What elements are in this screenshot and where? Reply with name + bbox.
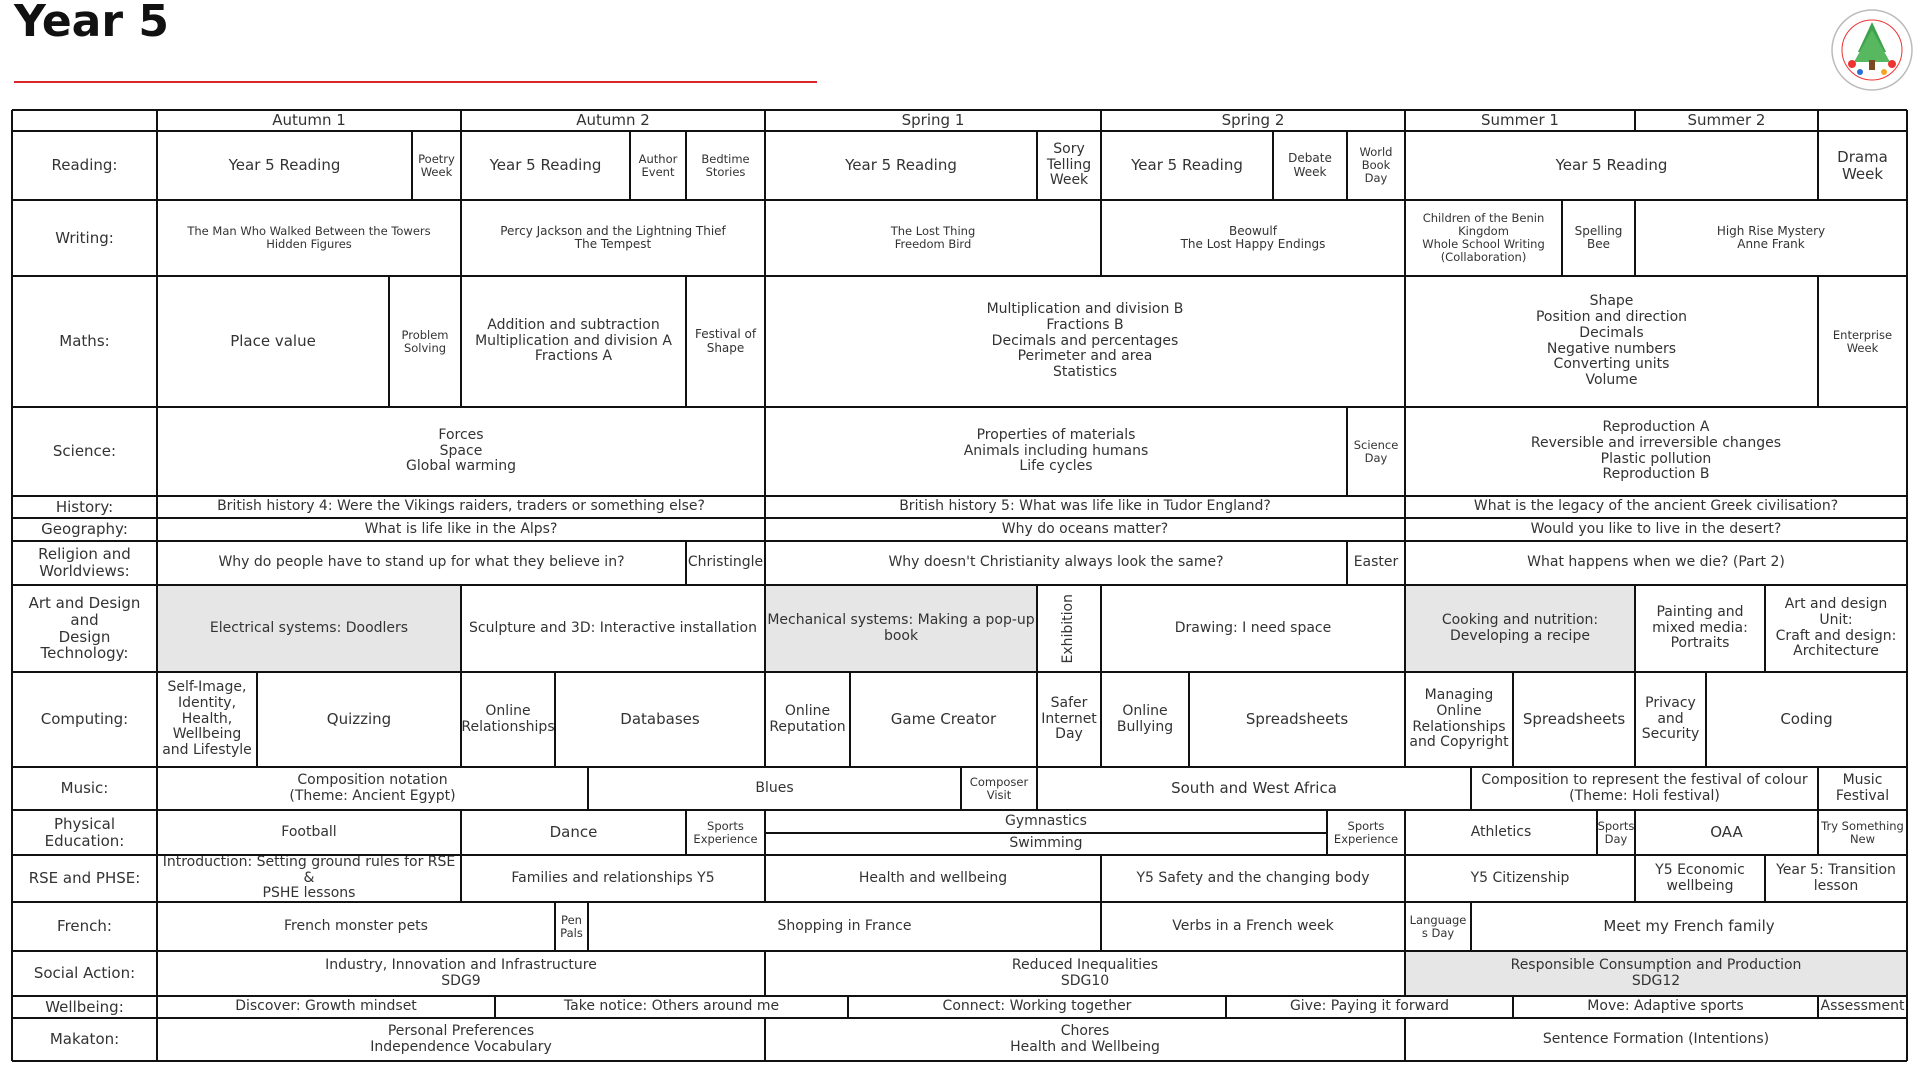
grid-cell: The Lost Thing Freedom Bird (890, 224, 976, 251)
grid-cell: Language s Day (1409, 912, 1467, 940)
grid-cell: British history 5: What was life like in Tudor England? (899, 498, 1271, 515)
grid-cell: Addition and subtraction Multiplication and division A Fractions A (475, 316, 672, 365)
grid-cell: Shape Position and direction Decimals Negative numbers Converting units Volume (1535, 293, 1688, 388)
grid-cell: Beowulf The Lost Happy Endings (1180, 223, 1326, 251)
grid-cell: Why do oceans matter? (1001, 520, 1169, 537)
grid-cell: Year 5 Reading (1555, 156, 1668, 175)
grid-cell: Poetry Week (418, 151, 455, 179)
grid-cell: Online Relationships (461, 702, 555, 735)
grid-cell: Sports Experience (693, 818, 758, 846)
grid-cell: Football (281, 823, 337, 840)
grid-cell: Sports Experience (1333, 818, 1399, 846)
grid-cell: Game Creator (890, 710, 997, 729)
grid-cell: What is the legacy of the ancient Greek civilisation? (1473, 498, 1839, 515)
grid-cell: Enterprise Week (1832, 327, 1893, 355)
grid-cell: Year 5 Reading (1131, 156, 1243, 175)
term-header: Summer 1 (1481, 111, 1559, 130)
grid-cell: Cooking and nutrition: Developing a recipe (1405, 585, 1635, 672)
grid-cell: Would you like to live in the desert? (1530, 520, 1782, 537)
grid-cell: Place value (230, 332, 316, 351)
grid-cell: Chores Health and Wellbeing (1010, 1022, 1160, 1055)
grid-cell: Debate Week (1288, 151, 1332, 179)
grid-cell: Reduced Inequalities SDG10 (1011, 956, 1159, 989)
grid-cell: Y5 Economic wellbeing (1655, 861, 1745, 894)
grid-cell: Easter (1353, 554, 1399, 571)
grid-cell: Mechanical systems: Making a pop-up book (765, 585, 1037, 672)
row-label: Reading: (51, 156, 118, 175)
grid-cell: Gymnastics (1005, 812, 1087, 829)
grid-cell: Online Bullying (1116, 702, 1174, 735)
grid-cell: Sports Day (1597, 818, 1635, 846)
grid-cell: Year 5 Reading (489, 156, 602, 175)
row-label: Art and Design and Design Technology: (28, 593, 141, 663)
grid-cell: Quizzing (326, 710, 392, 729)
grid-cell: Athletics (1470, 823, 1532, 840)
grid-cell: World Book Day (1359, 145, 1393, 185)
grid-cell: Spreadsheets (1245, 710, 1349, 729)
grid-cell: Shopping in France (777, 917, 912, 934)
grid-cell: Year 5: Transition lesson (1776, 861, 1896, 894)
grid-cell: What is life like in the Alps? (364, 520, 558, 537)
term-header: Summer 2 (1687, 111, 1766, 130)
grid-cell: Reproduction A Reversible and irreversible changes Plastic pollution Reproduction B (1530, 419, 1782, 483)
row-label: Maths: (59, 332, 110, 351)
grid-cell: Electrical systems: Doodlers (157, 585, 461, 672)
grid-cell: Safer Internet Day (1041, 694, 1097, 743)
row-label: Geography: (41, 520, 128, 539)
grid-cell: Christingle (687, 554, 764, 571)
term-header: Autumn 1 (272, 111, 346, 130)
grid-cell: Assessment (1820, 998, 1905, 1015)
grid-cell: Give: Paying it forward (1289, 998, 1450, 1015)
grid-cell: Composer Visit (969, 774, 1029, 802)
grid-cell: Move: Adaptive sports (1587, 998, 1744, 1015)
grid-cell: South and West Africa (1171, 779, 1337, 798)
row-label: History: (55, 497, 114, 516)
grid-cell: Families and relationships Y5 (511, 869, 715, 886)
grid-cell: Dance (549, 823, 598, 842)
grid-cell: Introduction: Setting ground rules for RSE & PSHE lessons (162, 855, 456, 902)
term-header: Spring 1 (901, 111, 965, 130)
row-label: Science: (52, 442, 117, 461)
grid-cell: Painting and mixed media: Portraits (1652, 603, 1748, 652)
page-title: Year 5 (14, 0, 169, 47)
grid-cell: Personal Preferences Independence Vocabulary (370, 1022, 552, 1055)
grid-cell: Y5 Safety and the changing body (1136, 869, 1370, 886)
grid-cell: Connect: Working together (942, 998, 1132, 1015)
row-label: Writing: (55, 228, 114, 247)
grid-cell: Sculpture and 3D: Interactive installation (469, 619, 757, 636)
grid-cell: Drama Week (1837, 147, 1888, 183)
grid-cell: Composition to represent the festival of colour (Theme: Holi festival) (1481, 771, 1808, 804)
grid-cell-text: Exhibition (1060, 593, 1077, 664)
row-label: RSE and PHSE: (28, 869, 141, 888)
grid-cell: Spreadsheets (1522, 710, 1626, 729)
grid-cell: Managing Online Relationships and Copyright (1409, 687, 1509, 751)
grid-cell: Health and wellbeing (858, 869, 1008, 886)
grid-cell: The Man Who Walked Between the Towers Hidden Figures (187, 224, 431, 251)
grid-cell: Year 5 Reading (228, 156, 341, 175)
grid-cell: Author Event (638, 151, 678, 179)
grid-cell: High Rise Mystery Anne Frank (1716, 223, 1826, 251)
grid-cell: Blues (755, 779, 794, 796)
grid-cell: Online Reputation (769, 702, 846, 735)
grid-cell: Discover: Growth mindset (235, 998, 417, 1015)
row-label: Computing: (40, 710, 129, 729)
term-header: Spring 2 (1221, 111, 1285, 130)
grid-cell: Year 5 Reading (845, 156, 957, 175)
row-label: French: (57, 917, 112, 936)
grid-cell: Composition notation (Theme: Ancient Egypt) (289, 771, 456, 804)
row-label: Makaton: (49, 1030, 120, 1049)
grid-cell: Why doesn't Christianity always look the same? (888, 554, 1224, 571)
grid-cell: Coding (1780, 710, 1833, 729)
grid-cell: Self-Image, Identity, Health, Wellbeing and Lifestyle (162, 679, 252, 758)
grid-cell: What happens when we die? (Part 2) (1527, 554, 1785, 571)
grid-cell: OAA (1710, 823, 1743, 842)
grid-cell: Y5 Citizenship (1470, 869, 1570, 886)
row-label: Wellbeing: (45, 997, 124, 1016)
grid-cell: Bedtime Stories (701, 151, 750, 179)
row-label: Social Action: (33, 964, 136, 983)
row-label: Physical Education: (44, 814, 125, 850)
grid-cell: Take notice: Others around me (563, 998, 780, 1015)
grid-cell: Music Festival (1835, 771, 1890, 804)
grid-cell: Responsible Consumption and Production SDG12 (1405, 951, 1907, 996)
grid-cell: Festival of Shape (694, 327, 757, 355)
grid-cell: Pen Pals (560, 912, 583, 940)
grid-cell: British history 4: Were the Vikings raiders, traders or something else? (217, 498, 705, 515)
grid-cell: Industry, Innovation and Infrastructure SDG9 (325, 956, 597, 989)
grid-cell: Databases (620, 710, 700, 729)
grid-cell: Art and design Unit: Craft and design: Architecture (1775, 596, 1897, 660)
grid-cell: Meet my French family (1603, 917, 1775, 936)
grid-cell: Percy Jackson and the Lightning Thief The Tempest (500, 223, 726, 251)
grid-cell: Properties of materials Animals including humans Life cycles (963, 426, 1149, 475)
row-label: Religion and Worldviews: (38, 545, 131, 580)
grid-cell: Spelling Bee (1574, 223, 1623, 251)
grid-cell: Problem Solving (401, 327, 449, 355)
grid-cell: Science Day (1353, 437, 1399, 465)
grid-cell: Sory Telling Week (1046, 140, 1092, 189)
grid-cell: Privacy and Security (1641, 694, 1700, 743)
grid-cell: Verbs in a French week (1172, 917, 1334, 934)
grid-cell: Drawing: I need space (1174, 619, 1332, 636)
grid-cell: Why do people have to stand up for what they believe in? (218, 554, 625, 571)
grid-cell: Multiplication and division B Fractions B Decimals and percentages Perimeter and area Statistics (986, 301, 1184, 380)
row-label: Music: (60, 779, 109, 798)
grid-cell: Children of the Benin Kingdom Whole School Writing (Collaboration) (1422, 211, 1545, 264)
term-header: Autumn 2 (576, 111, 650, 130)
grid-cell: Forces Space Global warming (406, 426, 516, 475)
grid-cell: Sentence Formation (Intentions) (1542, 1030, 1770, 1047)
grid-cell: Try Something New (1821, 818, 1904, 846)
grid-cell: French monster pets (284, 917, 428, 934)
grid-cell: Swimming (1009, 835, 1083, 852)
